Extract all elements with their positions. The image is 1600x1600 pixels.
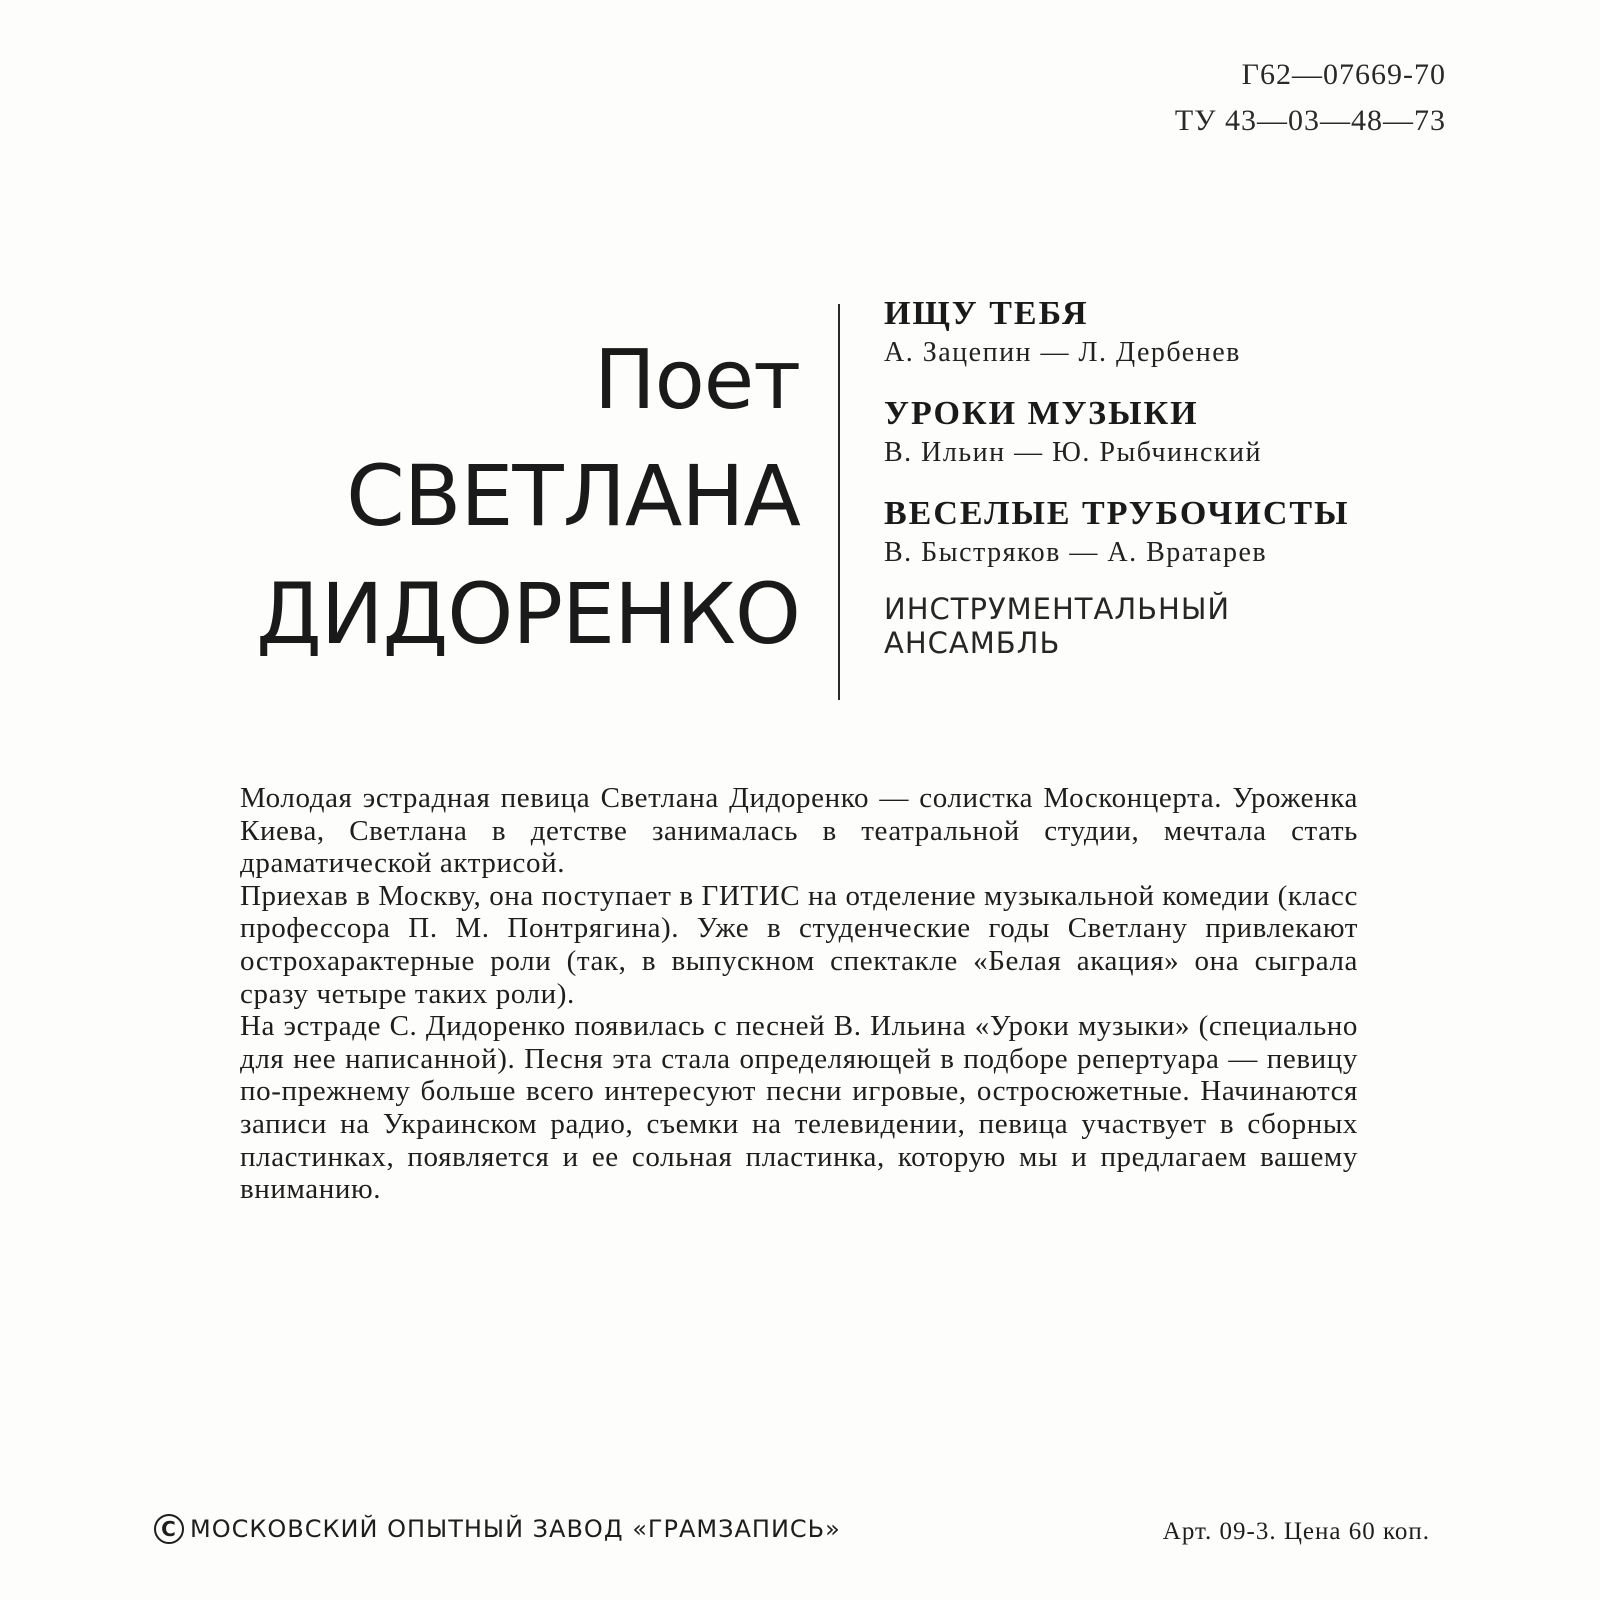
track-authors: В. Быстряков — А. Вратарев [884,537,1268,568]
title-last-name: ДИДОРЕНКО [256,565,800,663]
title-first-name: СВЕТЛАНА [346,447,800,545]
catalog-codes [1175,52,1446,144]
track-item [884,392,1349,470]
bio-paragraph-2: Приехав в Москву, она поступает в ГИТИС на отделение музыкальной комедии (класс профессора П. М. Понтрягина). Уже в студенческие годы Светлану привлекают острохарактерные роли (так, в выпускном спектакле «Белая акация» она сыграла сразу четыре таких роли). [240,879,1358,1010]
title-poet: Поет [593,333,800,428]
ensemble-line-2: АНСАМБЛЬ [884,626,1061,660]
publisher-name: МОСКОВСКИЙ ОПЫТНЫЙ ЗАВОД «ГРАМЗАПИСЬ» [190,1515,841,1543]
track-authors: В. Ильин — Ю. Рыбчинский [884,437,1263,468]
track-item [884,292,1349,370]
catalog-code-1: Г62—07669-70 [1241,58,1446,91]
bio-paragraph-1: Молодая эстрадная певица Светлана Дидоренко — солистка Москонцерта. Уроженка Киева, Светлана в детстве занималась в театральной студии, мечтала стать драматической актрисой. [240,782,1358,880]
vertical-divider [838,304,840,700]
track-title: УРОКИ МУЗЫКИ [884,395,1199,432]
track-title: ИЩУ ТЕБЯ [884,295,1089,332]
copyright-icon: С [154,1514,184,1544]
ensemble-credit [884,592,1349,660]
biography [240,782,1358,1206]
track-item [884,492,1349,570]
publisher-credit [154,1514,841,1544]
track-list [884,292,1349,660]
track-title: ВЕСЕЛЫЕ ТРУБОЧИСТЫ [884,495,1350,532]
catalog-code-2: ТУ 43—03—48—73 [1174,104,1446,137]
bio-paragraph-3: На эстраде С. Дидоренко появилась с песней В. Ильина «Уроки музыки» (специально для нее написанной). Песня эта стала определяющей в подборе репертуара — певицу по-прежнему больше всего интересуют песни игровые, остросюжетные. Начинаются записи на Украинском радио, съемки на телевидении, певица участвует в сборных пластинках, появляется и ее сольная пластинка, которую мы и предлагаем вашему вниманию. [240,1010,1358,1206]
price-label: Арт. 09-3. Цена 60 коп. [1162,1518,1430,1545]
album-title [256,325,800,673]
ensemble-line-1: ИНСТРУМЕНТАЛЬНЫЙ [884,592,1231,626]
track-authors: А. Зацепин — Л. Дербенев [884,337,1241,368]
